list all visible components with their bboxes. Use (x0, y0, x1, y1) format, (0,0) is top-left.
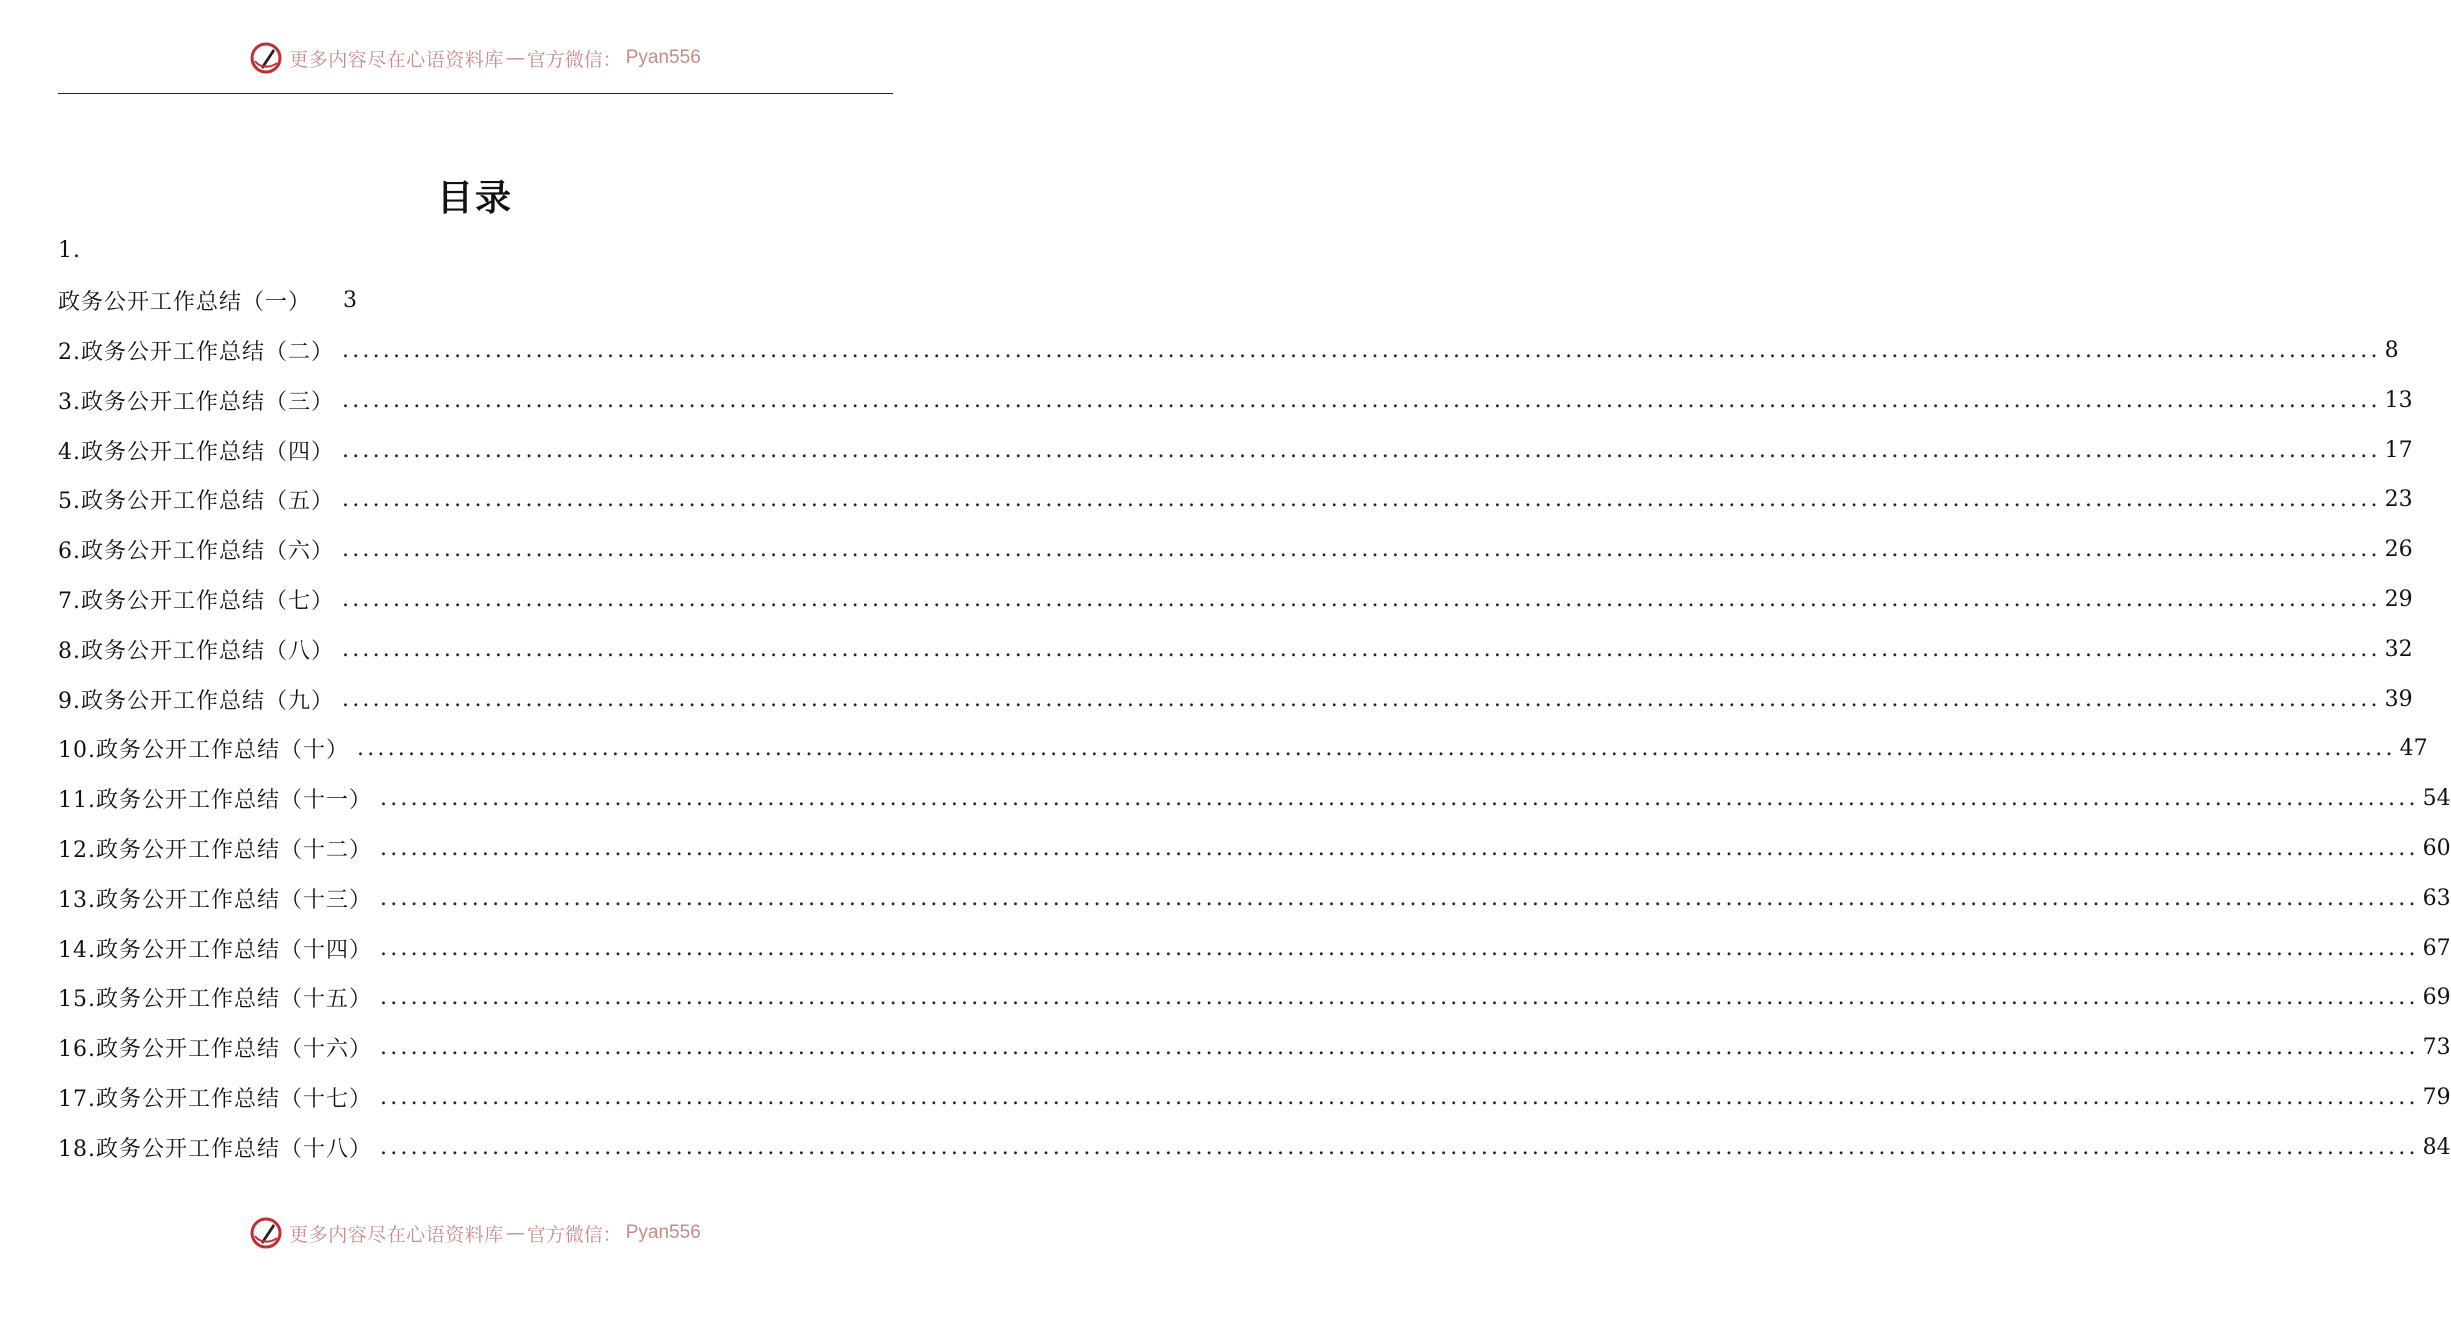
toc-entry-label: 5.政务公开工作总结（五） (58, 489, 334, 515)
toc-entry-8[interactable] (58, 624, 2413, 674)
toc-leader-dots: ........................................................................................................................................................................................................ (342, 636, 2381, 662)
toc-entry-label: 10.政务公开工作总结（十） (58, 738, 349, 764)
pen-swirl-logo-icon (249, 41, 283, 75)
toc-leader-dots: ........................................................................................................................................................................................................ (380, 786, 2419, 812)
page-footer (0, 1213, 950, 1253)
toc-entry-label: 6.政务公开工作总结（六） (58, 539, 334, 565)
toc-entry-6[interactable] (58, 525, 2413, 575)
toc-entry-page: 67 (2422, 935, 2451, 961)
toc-entry-17[interactable] (58, 1073, 2451, 1123)
toc-leader-dots: ........................................................................................................................................................................................................ (342, 586, 2381, 612)
toc-entry-label: 12.政务公开工作总结（十二） (58, 837, 372, 863)
toc-entry-2[interactable] (58, 326, 2399, 376)
toc-entry-page: 84 (2422, 1134, 2451, 1160)
toc-entry-5[interactable] (58, 475, 2413, 525)
toc-entry-3[interactable] (58, 375, 2413, 425)
footer-brand-text: 更多内容尽在心语资料库 (289, 1223, 504, 1246)
toc-entry-page: 23 (2384, 487, 2413, 513)
page-header (0, 38, 950, 78)
footer-wechat-id: Pyan556 (625, 1222, 701, 1243)
toc-leader-dots: ........................................................................................................................................................................................................ (342, 387, 2381, 413)
toc-entry-page: 63 (2422, 885, 2451, 911)
header-separator: — (505, 47, 525, 69)
toc-leader-dots: ........................................................................................................................................................................................................ (380, 1084, 2419, 1110)
toc-entry-14[interactable] (58, 923, 2451, 973)
header-wechat-id: Pyan556 (625, 47, 701, 68)
toc-leader-dots: ........................................................................................................................................................................................................ (380, 885, 2419, 911)
toc-entry-label: 15.政务公开工作总结（十五） (58, 987, 372, 1013)
toc-entry-label: 2.政务公开工作总结（二） (58, 339, 334, 365)
toc-entry-10[interactable] (58, 724, 2428, 774)
toc-leader-dots: ........................................................................................................................................................................................................ (380, 935, 2419, 961)
toc-leader-dots: ........................................................................................................................................................................................................ (342, 437, 2381, 463)
toc-entry-page: 60 (2422, 835, 2451, 861)
toc-entry-7[interactable] (58, 575, 2413, 625)
toc-entry-9[interactable] (58, 674, 2413, 724)
toc-entry-page: 32 (2384, 636, 2413, 662)
toc-entry-label: 政务公开工作总结（一） (58, 290, 312, 316)
toc-first-number: 1. (58, 238, 81, 264)
toc-entry-label: 16.政务公开工作总结（十六） (58, 1037, 372, 1063)
page-title: 目录 (436, 177, 513, 219)
toc-entry-page: 47 (2399, 736, 2428, 762)
footer-wechat-label: 官方微信： (526, 1223, 622, 1246)
toc-entry-4[interactable] (58, 425, 2413, 475)
toc-leader-dots: ........................................................................................................................................................................................................ (380, 835, 2419, 861)
toc-leader-dots: ........................................................................................................................................................................................................ (380, 1134, 2419, 1160)
toc-leader-dots: ........................................................................................................................................................................................................ (342, 686, 2381, 712)
toc-entry-11[interactable] (58, 774, 2451, 824)
toc-entry-page: 73 (2422, 1035, 2451, 1061)
footer-separator: — (505, 1222, 525, 1244)
toc-entry-label: 9.政务公开工作总结（九） (58, 688, 334, 714)
toc-entry-page: 29 (2384, 586, 2413, 612)
toc-entry-page: 13 (2384, 387, 2413, 413)
toc-entry-page: 26 (2384, 537, 2413, 563)
header-brand-text: 更多内容尽在心语资料库 (289, 48, 504, 71)
toc-leader-dots: ........................................................................................................................................................................................................ (357, 736, 2396, 762)
pen-swirl-logo-icon (249, 1216, 283, 1250)
toc-entry-13[interactable] (58, 873, 2451, 923)
toc-entry-12[interactable] (58, 824, 2451, 874)
toc-leader-dots: ........................................................................................................................................................................................................ (342, 537, 2381, 563)
toc-entry-page: 69 (2422, 985, 2451, 1011)
toc-entry-label: 3.政务公开工作总结（三） (58, 389, 334, 415)
toc-entry-label: 11.政务公开工作总结（十一） (58, 788, 372, 814)
toc-entry-18[interactable] (58, 1122, 2451, 1172)
toc-entry-label: 13.政务公开工作总结（十三） (58, 887, 372, 913)
toc-entry-label: 8.政务公开工作总结（八） (58, 638, 334, 664)
toc-leader-dots: ........................................................................................................................................................................................................ (342, 337, 2381, 363)
toc-entry-label: 4.政务公开工作总结（四） (58, 439, 334, 465)
toc-entry-label: 17.政务公开工作总结（十七） (58, 1086, 372, 1112)
header-wechat-label: 官方微信： (526, 48, 622, 71)
toc-entry-label: 7.政务公开工作总结（七） (58, 588, 334, 614)
toc-leader-dots: ........................................................................................................................................................................................................ (380, 1035, 2419, 1061)
toc-entry-page: 54 (2422, 786, 2451, 812)
toc-entry-page: 79 (2422, 1084, 2451, 1110)
toc-leader-dots: ........................................................................................................................................................................................................ (342, 487, 2381, 513)
toc-entry-page: 17 (2384, 437, 2413, 463)
toc-entry-15[interactable] (58, 973, 2451, 1023)
toc-entry-16[interactable] (58, 1023, 2451, 1073)
header-divider (58, 93, 893, 94)
toc-entry-page: 8 (2384, 337, 2399, 363)
toc-entry-label: 18.政务公开工作总结（十八） (58, 1136, 372, 1162)
toc-entry-page: 39 (2384, 686, 2413, 712)
toc-entry-page: 3 (343, 288, 358, 314)
table-of-contents (58, 226, 2451, 1172)
toc-leader-dots: ........................................................................................................................................................................................................ (380, 985, 2419, 1011)
toc-entry-1[interactable] (58, 276, 893, 326)
toc-entry-label: 14.政务公开工作总结（十四） (58, 937, 372, 963)
